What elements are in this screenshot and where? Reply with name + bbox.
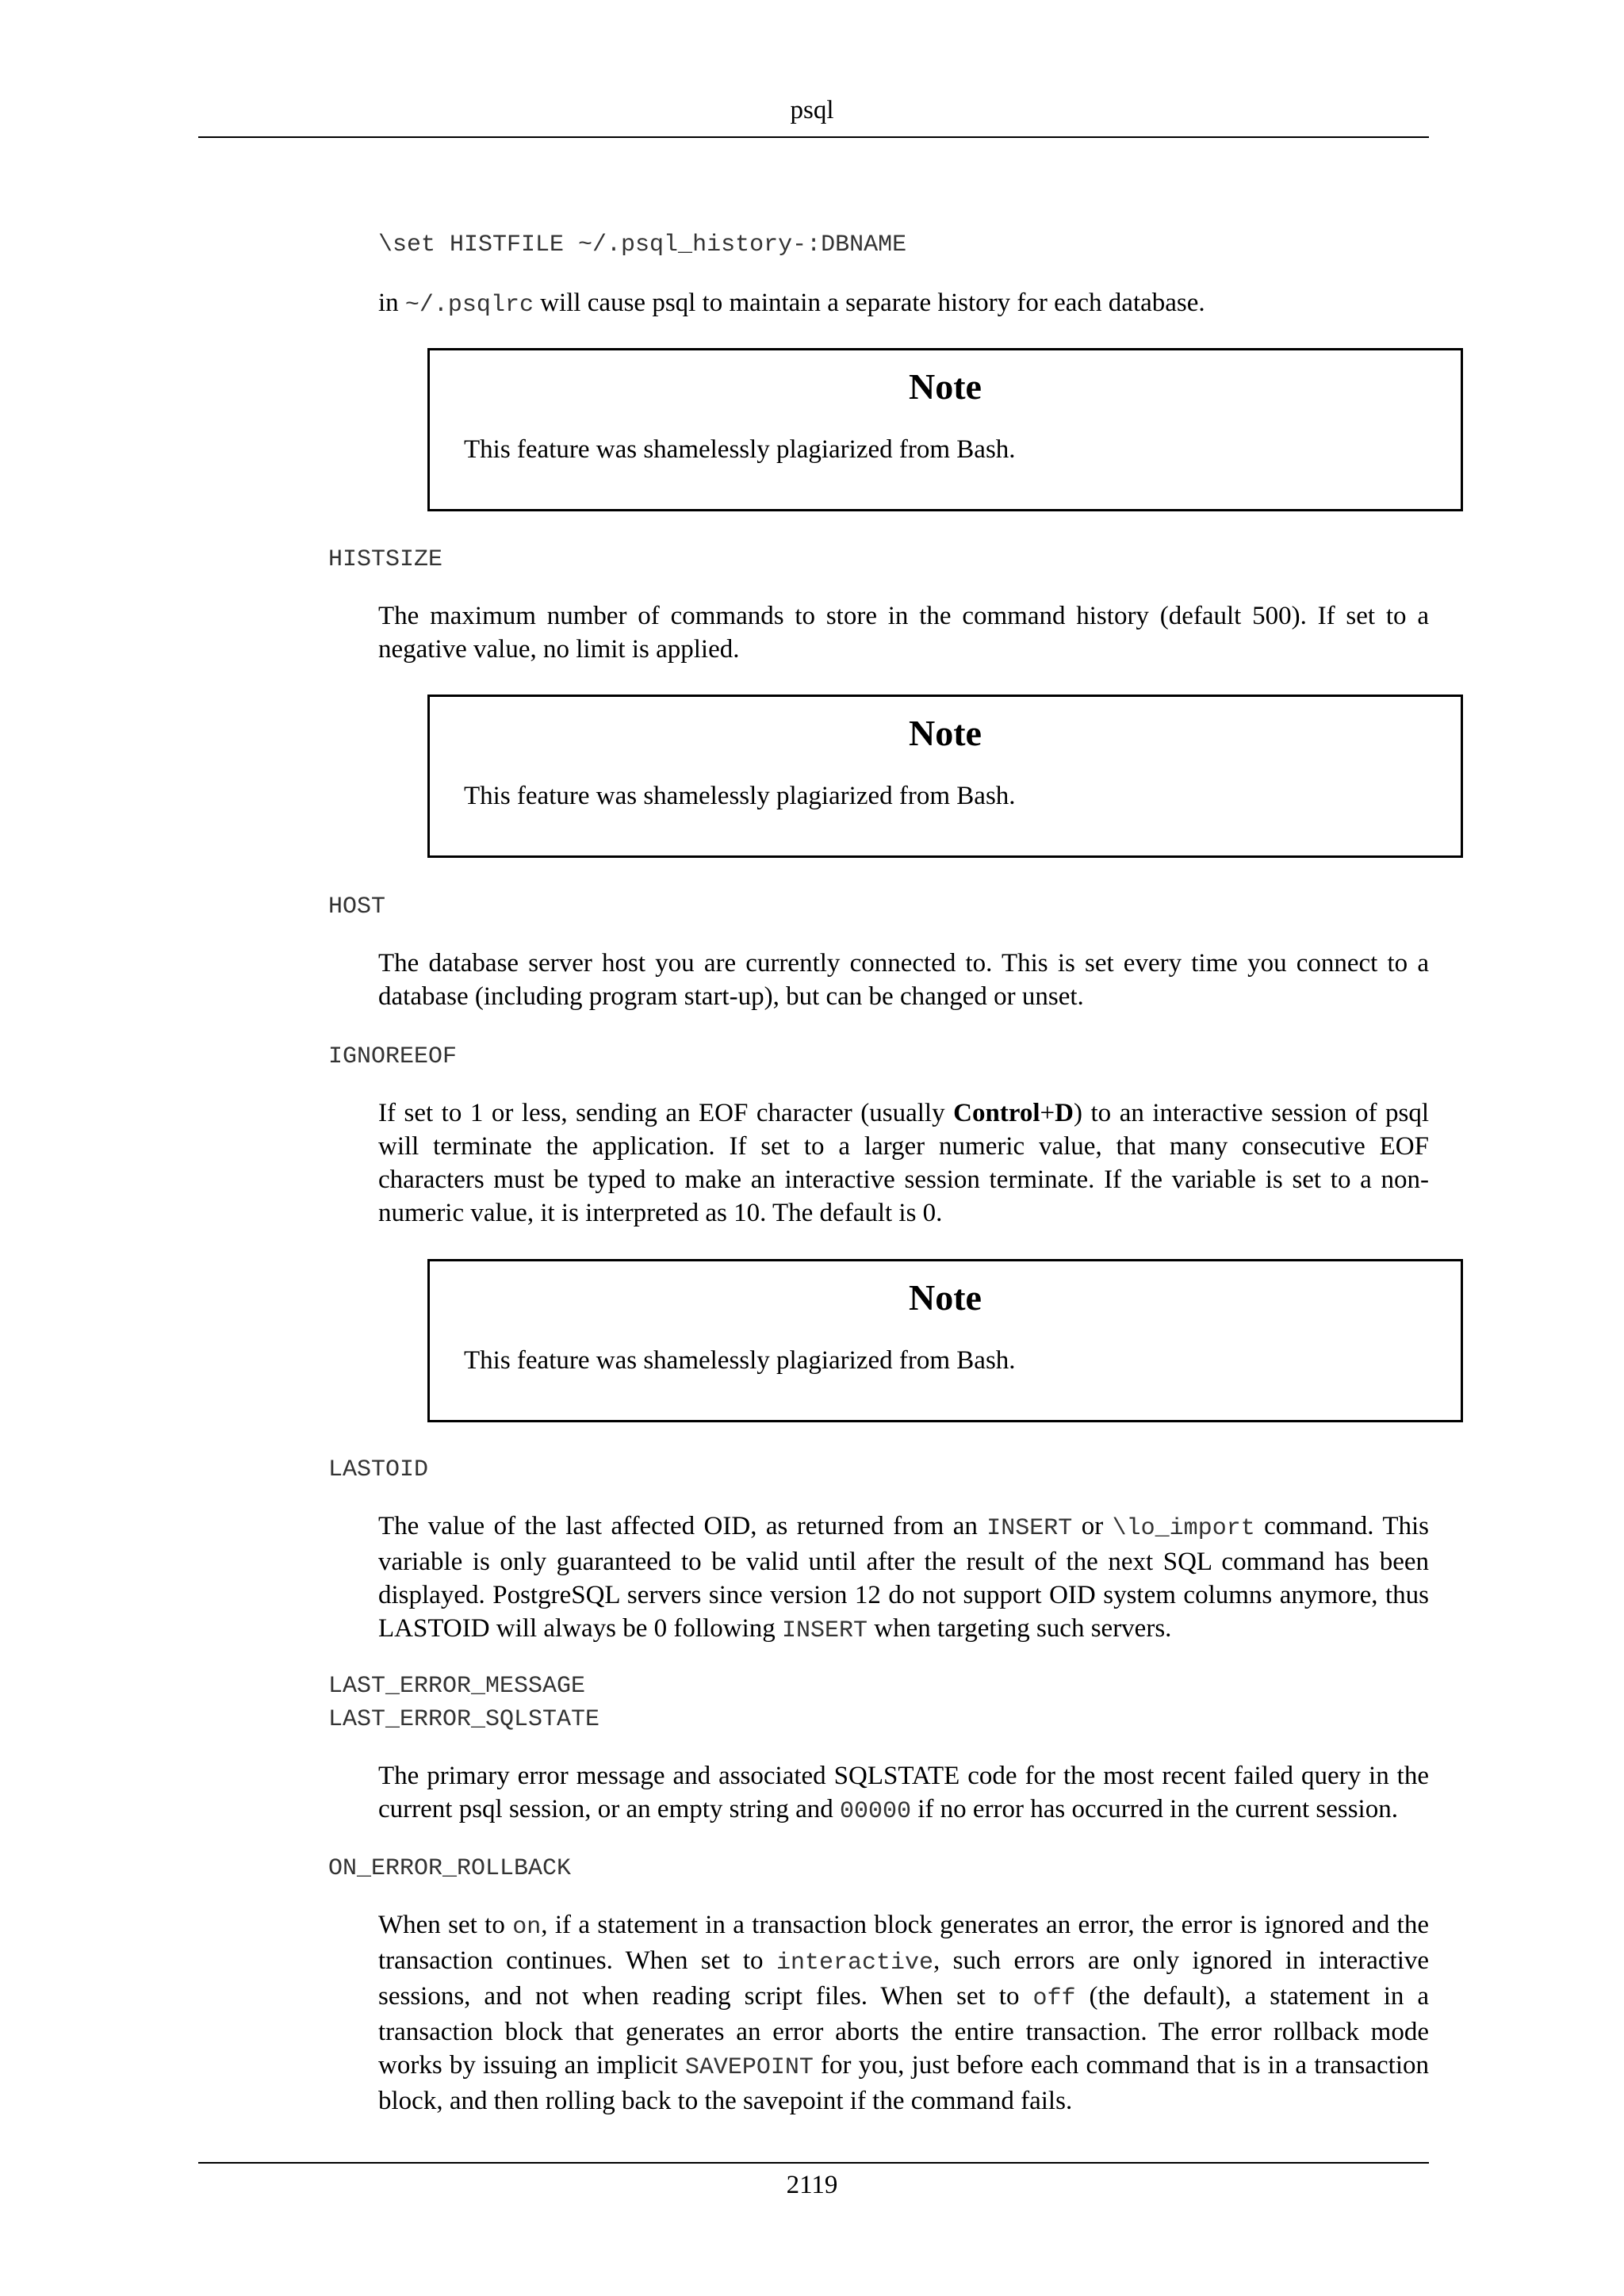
lo-import-code: \lo_import: [1112, 1515, 1255, 1542]
ignoreeof-desc-1: If set to 1 or less, sending an EOF character (usually: [378, 1099, 945, 1127]
oer-desc-5: for you, just before each command that is in a transaction block, and then rolling back to the savepoint if the command fails.: [378, 2051, 1430, 2115]
ignoreeof-desc-2: ) to an interactive session of psql will terminate the application. If set to a larger numeric value, that many consecutive EOF characters must be typed to make an interactive session terminate. If the variable is set to a non-numeric value, it is interpreted as 10. The default is 0.: [378, 1099, 1430, 1227]
header-rule: [198, 136, 1429, 138]
off-code: off: [1032, 1985, 1076, 2012]
lastoid-desc-1: The value of the last affected OID, as returned from an: [378, 1512, 978, 1540]
last-error-description: [378, 1759, 1429, 1828]
histsize-description: The maximum number of commands to store in the command history (default 500). If set to a negative value, no limit is applied.: [378, 602, 1429, 664]
histfile-paragraph: [378, 286, 1429, 322]
term-ignoreeof: IGNOREEOF: [328, 1043, 458, 1070]
histfile-para-in: in: [378, 289, 399, 317]
ignoreeof-description: [378, 1096, 1429, 1230]
on-code: on: [512, 1914, 542, 1941]
key-plus: +: [1040, 1099, 1055, 1127]
histfile-code-example: \set HISTFILE ~/.psql_history-:DBNAME: [378, 232, 907, 258]
footer-rule: [198, 2162, 1429, 2164]
note-text: This feature was shamelessly plagiarized from Bash.: [464, 1346, 1016, 1375]
interactive-code: interactive: [776, 1950, 933, 1976]
savepoint-code: SAVEPOINT: [684, 2054, 814, 2081]
note-text: This feature was shamelessly plagiarized from Bash.: [464, 435, 1016, 464]
term-host: HOST: [328, 894, 386, 920]
note-title: Note: [909, 366, 982, 407]
last-error-desc-1: The primary error message and associated SQLSTATE code for the most recent failed query in the current psql session, or an empty string and: [378, 1762, 1429, 1823]
note-title: Note: [909, 1277, 982, 1318]
oer-desc-1: When set to: [378, 1911, 505, 1939]
on-error-rollback-description: [378, 1908, 1429, 2118]
term-histsize: HISTSIZE: [328, 546, 443, 573]
insert-code: INSERT: [986, 1515, 1073, 1542]
note-box-ignoreeof: [427, 1259, 1463, 1422]
oer-desc-3: , such errors are only ignored in interactive sessions, and not when reading script files. When set to: [378, 1946, 1430, 2011]
term-last-error-sqlstate: LAST_ERROR_SQLSTATE: [328, 1706, 600, 1733]
host-description: The database server host you are currently connected to. This is set every time you connect to a database (including program start-up), but can be changed or unset.: [378, 949, 1429, 1011]
key-d: D: [1055, 1099, 1074, 1127]
running-header: psql: [790, 96, 834, 124]
psqlrc-code: ~/.psqlrc: [404, 292, 534, 319]
note-title: Note: [909, 713, 982, 753]
oer-desc-2: , if a statement in a transaction block generates an error, the error is ignored and the transaction continues. When set to: [378, 1911, 1429, 1975]
oer-desc-4: (the default), a statement in a transaction block that generates an error aborts the entire transaction. The error rollback mode works by issuing an implicit: [378, 1982, 1430, 2080]
sqlstate-zeros-code: 00000: [839, 1798, 911, 1825]
note-text: This feature was shamelessly plagiarized from Bash.: [464, 782, 1016, 810]
note-box-histfile: [427, 348, 1463, 511]
lastoid-desc-3: command. This variable is only guaranteed to be valid until after the result of the next SQL command has been displayed. PostgreSQL servers since version 12 do not support OID system columns anymore, thus LASTOID will always be 0 following: [378, 1512, 1429, 1643]
lastoid-desc-2: or: [1081, 1512, 1104, 1540]
lastoid-desc-4: when targeting such servers.: [874, 1614, 1172, 1643]
term-last-error-message: LAST_ERROR_MESSAGE: [328, 1673, 586, 1700]
note-box-histsize: [427, 695, 1463, 858]
insert-code: INSERT: [782, 1617, 868, 1644]
lastoid-description: [378, 1510, 1429, 1647]
last-error-desc-2: if no error has occurred in the current session.: [917, 1795, 1398, 1823]
histfile-para-rest: will cause psql to maintain a separate history for each database.: [540, 289, 1205, 317]
term-on-error-rollback: ON_ERROR_ROLLBACK: [328, 1855, 572, 1882]
page-number: 2119: [786, 2171, 838, 2199]
key-control: Control: [953, 1099, 1040, 1127]
term-lastoid: LASTOID: [328, 1456, 429, 1483]
